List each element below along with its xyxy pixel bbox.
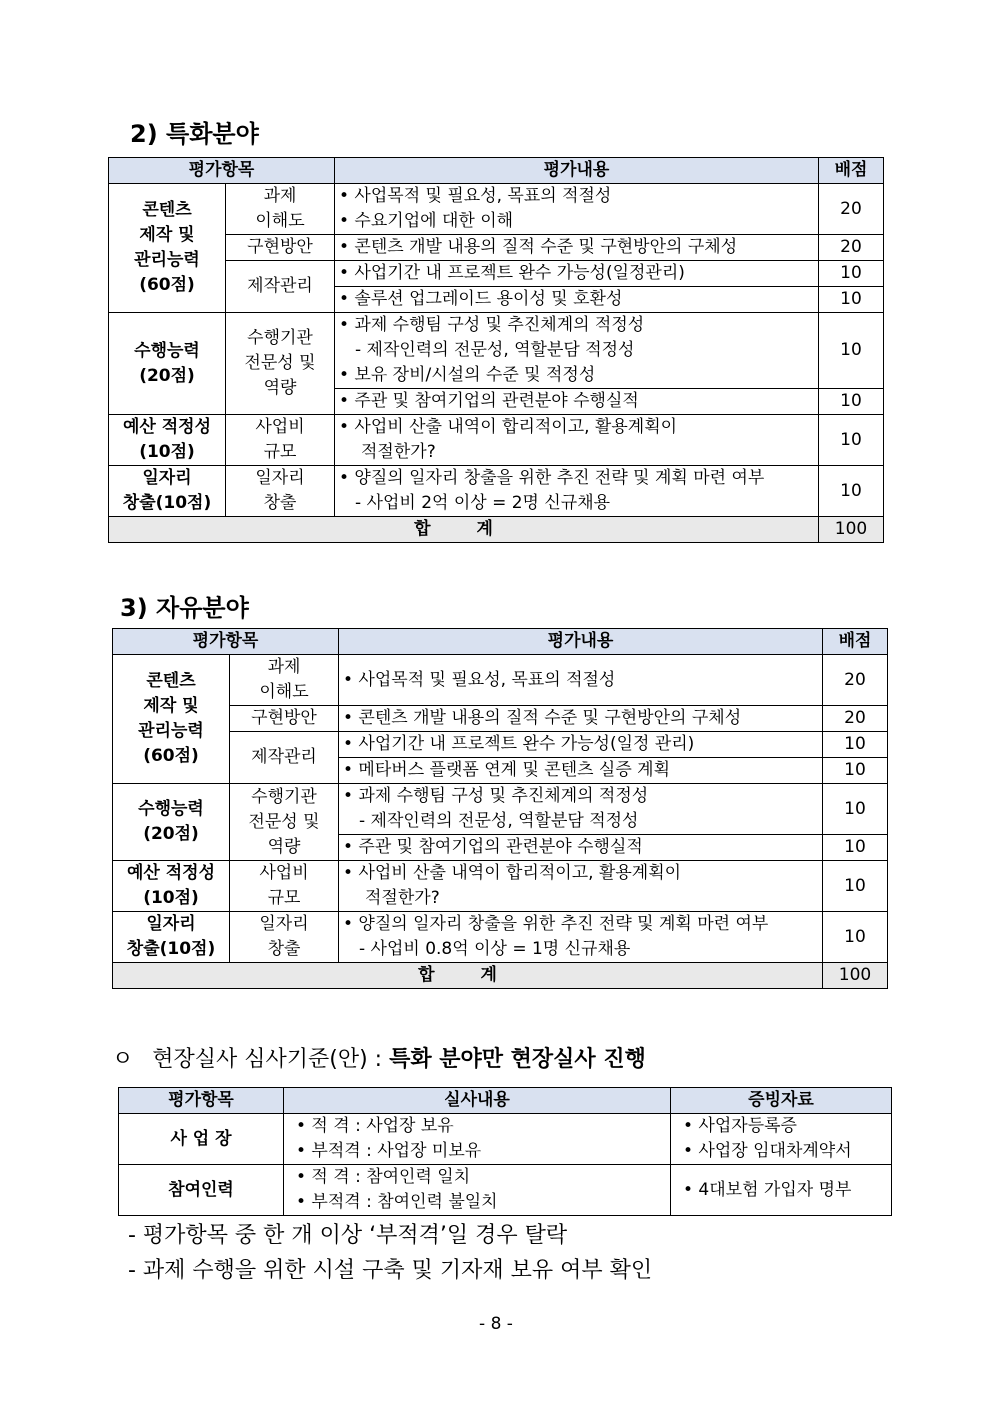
category-cell bbox=[109, 415, 226, 466]
category-label: (60점) bbox=[139, 275, 195, 295]
category-label: (10점) bbox=[139, 442, 195, 462]
total-score: 100 bbox=[823, 963, 888, 989]
table-header-row bbox=[109, 158, 884, 184]
category-cell bbox=[113, 861, 230, 912]
table-row bbox=[113, 732, 888, 758]
table-row bbox=[113, 655, 888, 706]
subcategory-label: 일자리 bbox=[255, 468, 305, 488]
circle-bullet: ㅇ bbox=[112, 1047, 134, 1072]
category-label: (20점) bbox=[139, 365, 195, 386]
total-score: 100 bbox=[819, 517, 884, 543]
category-label: 창출(10점) bbox=[122, 493, 212, 513]
subcategory-label: 이해도 bbox=[255, 211, 305, 231]
criteria-line: • 사업목적 및 필요성, 목표의 적절성 bbox=[343, 669, 616, 690]
table-row bbox=[113, 706, 888, 732]
subcategory-cell bbox=[226, 235, 335, 261]
subcategory-label: 제작관리 bbox=[251, 747, 317, 767]
special-field-table bbox=[108, 157, 884, 543]
subcategory-label: 과제 bbox=[263, 186, 297, 206]
criteria-line: • 주관 및 참여기업의 관련분야 수행실적 bbox=[339, 391, 639, 411]
field-evidence-line: • 4대보험 가입자 명부 bbox=[683, 1179, 852, 1200]
subcategory-label: 과제 bbox=[267, 657, 301, 677]
score-cell: 10 bbox=[819, 415, 884, 466]
criteria-line: • 보유 장비/시설의 수준 및 적정성 bbox=[339, 365, 596, 385]
category-label: 일자리 bbox=[142, 468, 192, 488]
category-label: (10점) bbox=[143, 888, 199, 908]
criteria-line: 적절한가? bbox=[361, 442, 436, 462]
criteria-cell bbox=[335, 313, 819, 389]
subcategory-label: 창출 bbox=[267, 939, 301, 959]
score-cell: 10 bbox=[819, 313, 884, 389]
category-label: (20점) bbox=[143, 824, 199, 844]
field-content-cell bbox=[284, 1165, 671, 1216]
category-cell bbox=[113, 655, 230, 784]
field-content-cell bbox=[284, 1114, 671, 1165]
header-score: 배점 bbox=[819, 158, 884, 184]
header-item: 평가항목 bbox=[109, 158, 335, 184]
score-cell: 20 bbox=[823, 706, 888, 732]
score-cell: 10 bbox=[823, 732, 888, 758]
subcategory-cell bbox=[226, 466, 335, 517]
subcategory-cell bbox=[230, 784, 339, 861]
total-label: 합 계 bbox=[113, 963, 823, 989]
subcategory-cell bbox=[230, 861, 339, 912]
category-cell bbox=[113, 912, 230, 963]
score-cell: 20 bbox=[819, 235, 884, 261]
subcategory-cell bbox=[226, 261, 335, 313]
table-row bbox=[109, 184, 884, 235]
category-cell bbox=[109, 313, 226, 415]
header-score: 배점 bbox=[823, 629, 888, 655]
category-label: 일자리 bbox=[146, 914, 196, 934]
criteria-line: • 사업기간 내 프로젝트 완수 가능성(일정 관리) bbox=[343, 734, 695, 754]
criteria-cell bbox=[335, 184, 819, 235]
header-item: 평가항목 bbox=[113, 629, 339, 655]
score-cell: 10 bbox=[823, 758, 888, 784]
category-label: 관리능력 bbox=[134, 250, 200, 270]
category-label: (60점) bbox=[143, 746, 199, 766]
category-label: 수행능력 bbox=[138, 799, 204, 819]
subcategory-cell bbox=[226, 184, 335, 235]
criteria-line: • 사업기간 내 프로젝트 완수 가능성(일정관리) bbox=[339, 263, 685, 283]
score-cell: 10 bbox=[823, 861, 888, 912]
score-cell: 20 bbox=[819, 184, 884, 235]
subcategory-label: 역량 bbox=[263, 378, 297, 398]
subcategory-cell bbox=[226, 313, 335, 415]
criteria-line: - 사업비 2억 이상 = 2명 신규채용 bbox=[355, 493, 611, 513]
category-label: 창출(10점) bbox=[126, 939, 216, 959]
subcategory-cell bbox=[230, 912, 339, 963]
criteria-cell bbox=[339, 912, 823, 963]
subcategory-cell bbox=[230, 732, 339, 784]
category-cell bbox=[109, 466, 226, 517]
table-row bbox=[109, 261, 884, 287]
field-inspection-table bbox=[118, 1087, 892, 1216]
category-label: 예산 적정성 bbox=[126, 863, 216, 883]
free-field-table bbox=[112, 628, 888, 989]
field-evidence-cell bbox=[671, 1165, 892, 1216]
category-label: 관리능력 bbox=[138, 721, 204, 741]
criteria-line: • 양질의 일자리 창출을 위한 추진 전략 및 계획 마련 여부 bbox=[343, 914, 769, 934]
total-label: 합 계 bbox=[109, 517, 819, 543]
page-number: - 8 - bbox=[479, 1314, 513, 1334]
field-content-line: • 부적격 : 참여인력 불일치 bbox=[296, 1192, 498, 1212]
subcategory-label: 전문성 및 bbox=[248, 811, 320, 832]
field-content-line: • 적 격 : 사업장 보유 bbox=[296, 1116, 454, 1136]
score-cell: 10 bbox=[823, 835, 888, 861]
criteria-cell bbox=[339, 835, 823, 861]
criteria-line: • 사업비 산출 내역이 합리적이고, 활용계획이 bbox=[339, 417, 678, 437]
category-cell bbox=[113, 784, 230, 861]
table-row bbox=[113, 912, 888, 963]
criteria-cell bbox=[335, 287, 819, 313]
field-inspection-lead: 현장실사 심사기준(안) : bbox=[152, 1047, 390, 1072]
score-cell: 10 bbox=[823, 912, 888, 963]
criteria-line: • 솔루션 업그레이드 용이성 및 호환성 bbox=[339, 289, 623, 309]
field-content-line: • 부적격 : 사업장 미보유 bbox=[296, 1141, 482, 1161]
criteria-cell bbox=[335, 261, 819, 287]
field-table-header bbox=[119, 1088, 892, 1114]
criteria-line: • 사업비 산출 내역이 합리적이고, 활용계획이 bbox=[343, 863, 682, 883]
subcategory-label: 규모 bbox=[267, 888, 301, 908]
criteria-line: - 사업비 0.8억 이상 = 1명 신규채용 bbox=[359, 939, 631, 959]
subcategory-label: 역량 bbox=[267, 836, 301, 857]
subcategory-cell bbox=[230, 655, 339, 706]
field-row bbox=[119, 1114, 892, 1165]
criteria-line: • 사업목적 및 필요성, 목표의 적절성 bbox=[339, 186, 612, 206]
criteria-line: • 과제 수행팀 구성 및 추진체계의 적정성 bbox=[339, 315, 645, 335]
subcategory-label: 수행기관 bbox=[251, 786, 317, 807]
table-row bbox=[113, 784, 888, 835]
criteria-line: - 제작인력의 전문성, 역할분담 적정성 bbox=[355, 340, 635, 360]
criteria-cell bbox=[339, 758, 823, 784]
header-item: 평가항목 bbox=[119, 1088, 284, 1114]
field-inspection-heading bbox=[112, 1042, 646, 1073]
subcategory-label: 구현방안 bbox=[247, 237, 313, 257]
score-cell: 10 bbox=[819, 261, 884, 287]
subcategory-label: 창출 bbox=[263, 493, 297, 513]
criteria-line: • 콘텐츠 개발 내용의 질적 수준 및 구현방안의 구체성 bbox=[343, 708, 742, 728]
criteria-cell bbox=[335, 235, 819, 261]
table-row bbox=[109, 313, 884, 389]
criteria-cell bbox=[339, 861, 823, 912]
subcategory-cell bbox=[226, 415, 335, 466]
criteria-cell bbox=[339, 655, 823, 706]
score-cell: 10 bbox=[823, 784, 888, 835]
subcategory-label: 규모 bbox=[263, 442, 297, 462]
score-cell: 10 bbox=[819, 389, 884, 415]
total-row bbox=[113, 963, 888, 989]
criteria-line: • 양질의 일자리 창출을 위한 추진 전략 및 계획 마련 여부 bbox=[339, 468, 765, 488]
field-evidence-line: • 사업자등록증 bbox=[683, 1116, 797, 1136]
subcategory-label: 사업비 bbox=[259, 863, 309, 883]
category-cell bbox=[109, 184, 226, 313]
criteria-cell bbox=[335, 466, 819, 517]
criteria-cell bbox=[339, 706, 823, 732]
subcategory-label: 일자리 bbox=[259, 914, 309, 934]
table-row bbox=[109, 415, 884, 466]
criteria-cell bbox=[335, 415, 819, 466]
criteria-line: • 수요기업에 대한 이해 bbox=[339, 211, 514, 231]
category-label: 수행능력 bbox=[134, 340, 200, 361]
subcategory-label: 제작관리 bbox=[247, 276, 313, 296]
header-content: 평가내용 bbox=[339, 629, 823, 655]
header-content: 실사내용 bbox=[284, 1088, 671, 1114]
table-row bbox=[109, 235, 884, 261]
category-label: 콘텐츠 bbox=[142, 200, 192, 220]
category-label: 제작 및 bbox=[143, 696, 199, 716]
score-cell: 10 bbox=[819, 466, 884, 517]
criteria-cell bbox=[339, 732, 823, 758]
subcategory-label: 전문성 및 bbox=[244, 353, 316, 373]
subcategory-label: 이해도 bbox=[259, 682, 309, 702]
field-item-cell: 사 업 장 bbox=[119, 1114, 284, 1165]
section3-heading: 3) 자유분야 bbox=[120, 594, 249, 622]
table-header-row bbox=[113, 629, 888, 655]
note-disqualify: - 평가항목 중 한 개 이상 ‘부적격’일 경우 탈락 bbox=[128, 1223, 568, 1248]
field-inspection-emphasis: 특화 분야만 현장실사 진행 bbox=[389, 1047, 646, 1072]
total-row bbox=[109, 517, 884, 543]
criteria-line: - 제작인력의 전문성, 역할분담 적정성 bbox=[359, 811, 639, 831]
header-content: 평가내용 bbox=[335, 158, 819, 184]
subcategory-label: 사업비 bbox=[255, 417, 305, 437]
category-label: 예산 적정성 bbox=[122, 417, 212, 437]
section2-heading: 2) 특화분야 bbox=[130, 120, 259, 148]
table-row bbox=[109, 466, 884, 517]
criteria-line: • 메타버스 플랫폼 연계 및 콘텐츠 실증 계획 bbox=[343, 760, 671, 780]
field-evidence-line: • 사업장 임대차계약서 bbox=[683, 1141, 852, 1161]
subcategory-label: 구현방안 bbox=[251, 708, 317, 728]
header-evidence: 증빙자료 bbox=[671, 1088, 892, 1114]
score-cell: 20 bbox=[823, 655, 888, 706]
category-label: 콘텐츠 bbox=[146, 671, 196, 691]
subcategory-cell bbox=[230, 706, 339, 732]
subcategory-label: 수행기관 bbox=[247, 328, 313, 348]
category-label: 제작 및 bbox=[139, 225, 195, 245]
field-item-cell: 참여인력 bbox=[119, 1165, 284, 1216]
criteria-line: • 과제 수행팀 구성 및 추진체계의 적정성 bbox=[343, 786, 649, 806]
criteria-cell bbox=[339, 784, 823, 835]
field-content-line: • 적 격 : 참여인력 일치 bbox=[296, 1167, 471, 1187]
table-row bbox=[113, 861, 888, 912]
criteria-line: 적절한가? bbox=[365, 888, 440, 908]
field-evidence-cell bbox=[671, 1114, 892, 1165]
field-row bbox=[119, 1165, 892, 1216]
criteria-cell bbox=[335, 389, 819, 415]
note-facility-check: - 과제 수행을 위한 시설 구축 및 기자재 보유 여부 확인 bbox=[128, 1258, 653, 1283]
criteria-line: • 주관 및 참여기업의 관련분야 수행실적 bbox=[343, 837, 643, 857]
score-cell: 10 bbox=[819, 287, 884, 313]
criteria-line: • 콘텐츠 개발 내용의 질적 수준 및 구현방안의 구체성 bbox=[339, 237, 738, 257]
